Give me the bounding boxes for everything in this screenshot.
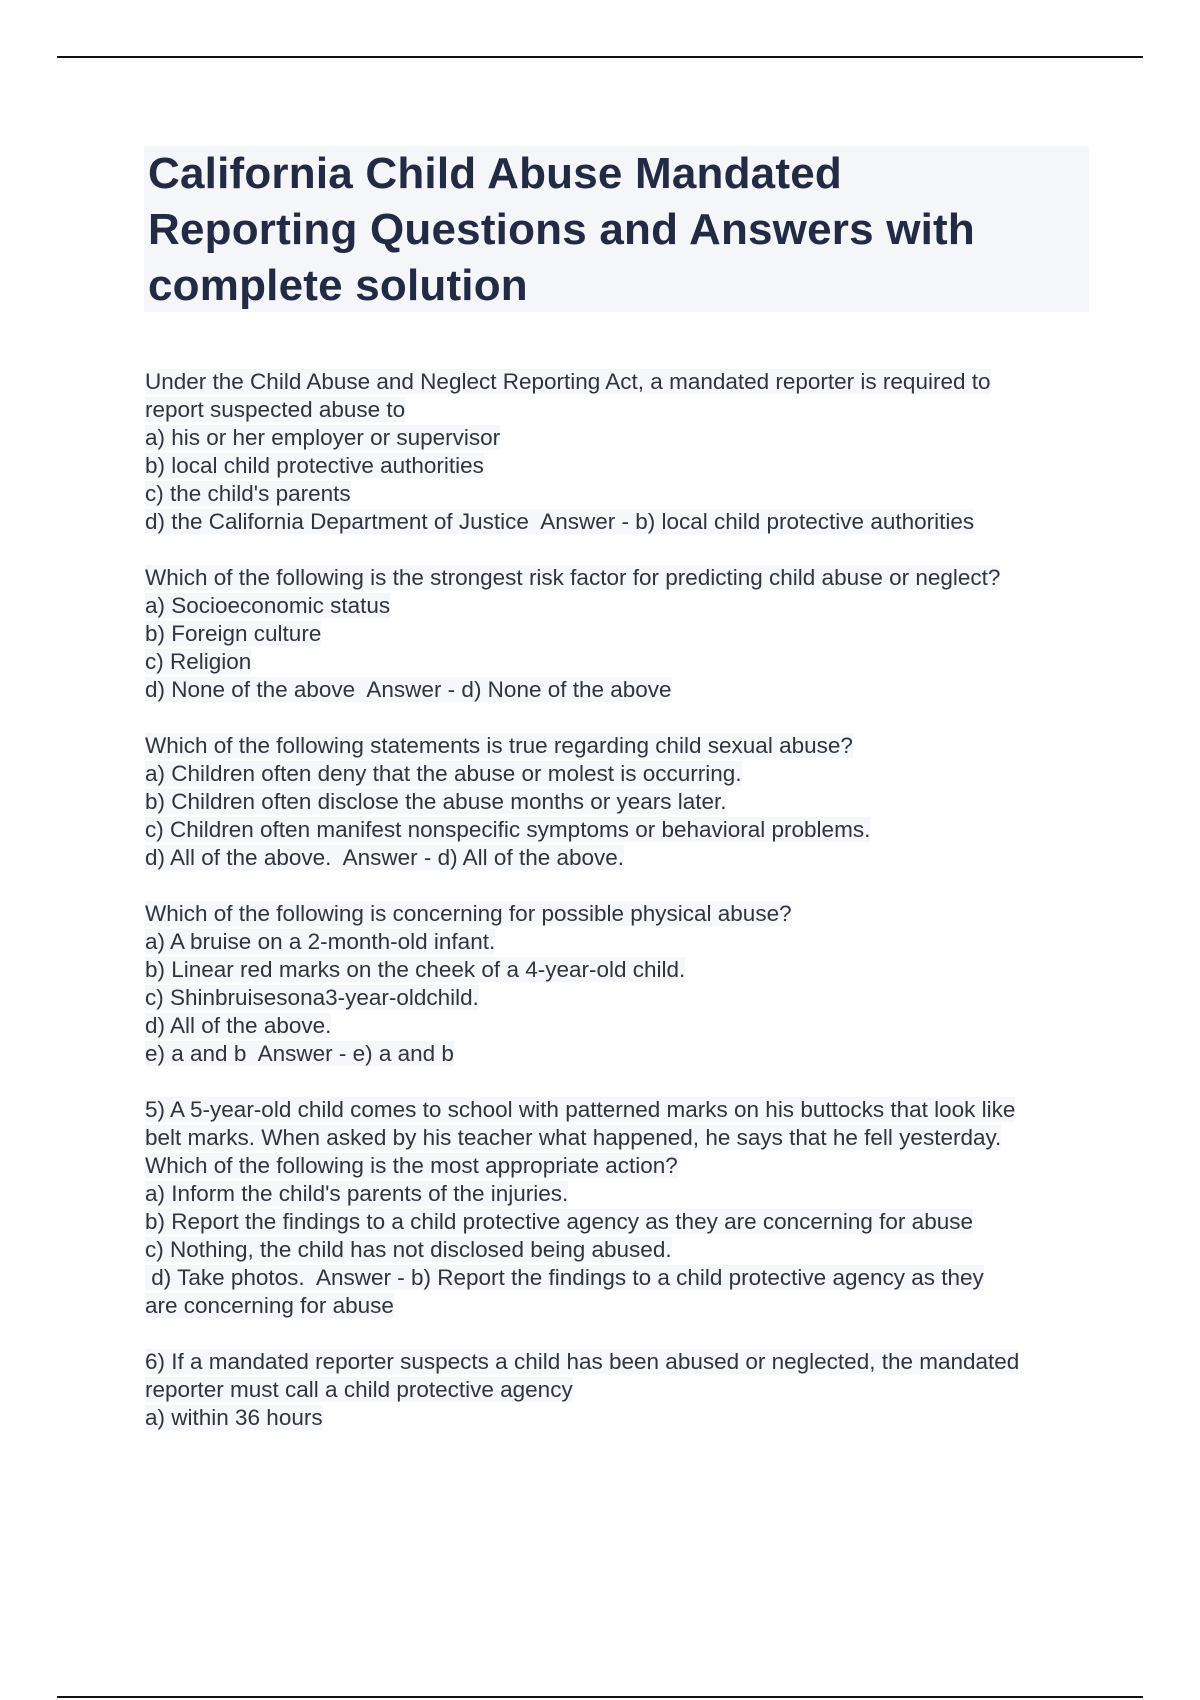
option-line: a) his or her employer or supervisor: [145, 425, 501, 450]
option-line: b) Linear red marks on the cheek of a 4-year-old child.: [145, 957, 686, 982]
title-line: Reporting Questions and Answers with: [148, 205, 975, 254]
document-title: [148, 146, 1089, 314]
question-line: Which of the following is the most appropriate action?: [145, 1153, 678, 1178]
option-line: b) local child protective authorities: [145, 453, 484, 478]
question-line: Which of the following is the strongest risk factor for predicting child abuse or neglect?: [145, 565, 1001, 590]
question-block-3: [145, 732, 1095, 872]
option-line: c) Religion: [145, 649, 252, 674]
option-line: b) Children often disclose the abuse months or years later.: [145, 789, 727, 814]
option-line: c) the child's parents: [145, 481, 351, 506]
question-line: 5) A 5-year-old child comes to school with patterned marks on his buttocks that look like: [145, 1097, 1016, 1122]
title-line: complete solution: [148, 261, 528, 310]
option-line: b) Foreign culture: [145, 621, 322, 646]
option-line: a) Socioeconomic status: [145, 593, 391, 618]
option-line: b) Report the findings to a child protective agency as they are concerning for abuse: [145, 1209, 973, 1234]
option-line: c) Shinbruisesona3-year-oldchild.: [145, 985, 479, 1010]
document-body: [145, 368, 1095, 1460]
question-block-5: [145, 1096, 1095, 1320]
question-block-2: [145, 564, 1095, 704]
option-line: a) A bruise on a 2-month-old infant.: [145, 929, 496, 954]
question-line: Which of the following is concerning for possible physical abuse?: [145, 901, 792, 926]
answer-line: d) the California Department of Justice Answer - b) local child protective authorities: [145, 509, 975, 534]
option-line: a) within 36 hours: [145, 1405, 323, 1430]
answer-line: are concerning for abuse: [145, 1293, 394, 1318]
title-block: [144, 146, 1089, 312]
title-line: California Child Abuse Mandated: [148, 149, 842, 198]
option-line: d) All of the above.: [145, 1013, 332, 1038]
option-line: c) Nothing, the child has not disclosed being abused.: [145, 1237, 672, 1262]
question-line: 6) If a mandated reporter suspects a child has been abused or neglected, the mandated: [145, 1349, 1020, 1374]
option-line: c) Children often manifest nonspecific symptoms or behavioral problems.: [145, 817, 871, 842]
question-line: reporter must call a child protective agency: [145, 1377, 573, 1402]
bottom-rule: [57, 1696, 1143, 1698]
question-block-1: [145, 368, 1095, 536]
question-line: Under the Child Abuse and Neglect Reporting Act, a mandated reporter is required to: [145, 369, 991, 394]
question-block-4: [145, 900, 1095, 1068]
answer-line: e) a and b Answer - e) a and b: [145, 1041, 454, 1066]
question-block-6: [145, 1348, 1095, 1432]
option-line: a) Children often deny that the abuse or molest is occurring.: [145, 761, 742, 786]
answer-line: d) Take photos. Answer - b) Report the findings to a child protective agency as they: [145, 1265, 984, 1290]
option-line: a) Inform the child's parents of the injuries.: [145, 1181, 569, 1206]
top-rule: [57, 56, 1143, 58]
question-line: report suspected abuse to: [145, 397, 406, 422]
question-line: Which of the following statements is true regarding child sexual abuse?: [145, 733, 853, 758]
answer-line: d) All of the above. Answer - d) All of the above.: [145, 845, 625, 870]
answer-line: d) None of the above Answer - d) None of the above: [145, 677, 672, 702]
question-line: belt marks. When asked by his teacher what happened, he says that he fell yesterday.: [145, 1125, 1002, 1150]
